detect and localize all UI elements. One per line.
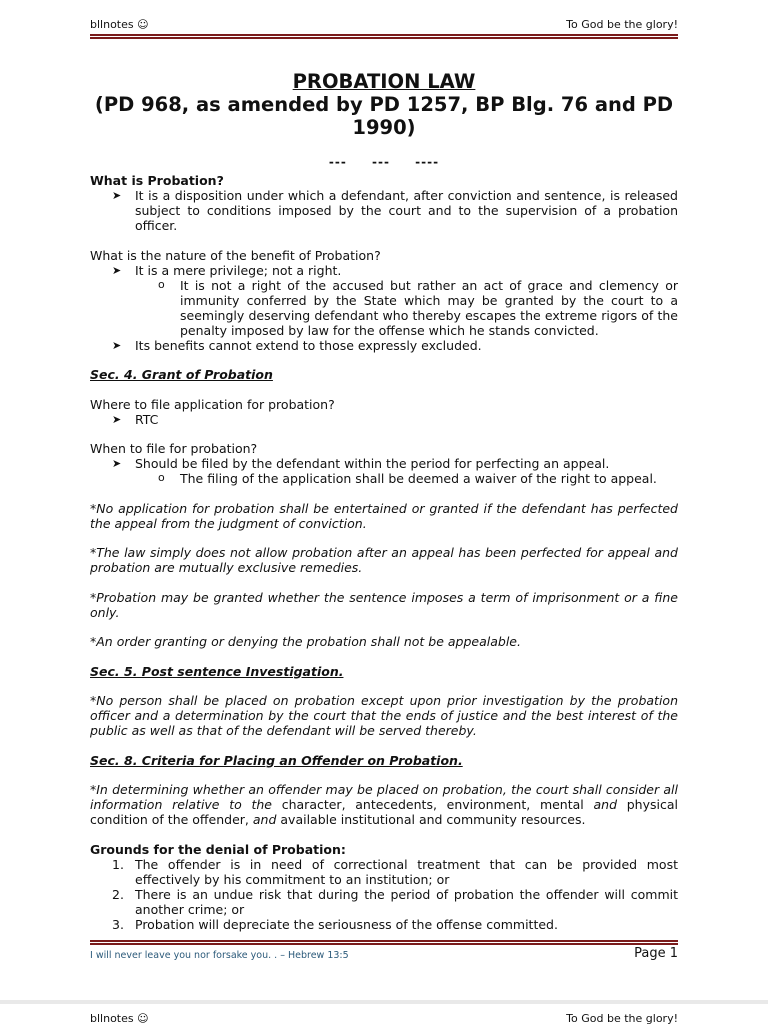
numbered-item (90, 887, 678, 917)
list-item-text: It is not a right of the accused but rather an act of grace and clemency or immunity conferred by the State which may be granted by the court to a seemingly deserving defendant who thereby escapes the extreme rigors of the penalty imposed by law for the offense which he stands convicted. (180, 277, 678, 338)
note: *The law simply does not allow probation after an appeal has been perfected for appeal and probation are mutually exclusive remedies. (90, 545, 678, 575)
list-item (90, 188, 678, 233)
numbered-item (90, 917, 678, 932)
list-item (90, 412, 678, 427)
arrow-bullet-icon: ➤ (112, 457, 122, 470)
section-heading-5: Sec. 5. Post sentence Investigation. (90, 663, 344, 679)
note (90, 782, 678, 827)
footer-rule (90, 940, 678, 945)
list-item-text: It is a mere privilege; not a right. (135, 262, 342, 278)
note-part: available institutional and community resources. (280, 812, 586, 827)
document-title (90, 70, 678, 139)
note: *No person shall be placed on probation except upon prior investigation by the probation officer and a determination by the court that the ends of justice and the best interest of the public as well as that of the defendant will be served thereby. (90, 693, 678, 738)
numbered-item-text: Probation will depreciate the seriousness of the offense committed. (135, 916, 558, 932)
list-item (90, 263, 678, 278)
note-part: character, antecedents, environment, mental (281, 797, 584, 812)
page-number: Page 1 (634, 946, 678, 961)
title-line-1: PROBATION LAW (292, 70, 476, 93)
circle-bullet-icon: o (158, 277, 165, 291)
number-marker: 1. (112, 856, 124, 872)
list-item (90, 338, 678, 353)
note-italic-part: and (252, 812, 277, 827)
dash-1: --- (328, 155, 347, 169)
header-left: bllnotes ☺ (90, 1012, 149, 1025)
question-where: Where to file application for probation? (90, 396, 335, 412)
arrow-bullet-icon: ➤ (112, 412, 122, 426)
footer-quote: I will never leave you nor forsake you. . – Hebrew 13:5 (90, 950, 349, 961)
dash-3: ---- (415, 155, 440, 169)
header-left: bllnotes ☺ (90, 18, 149, 31)
dash-2: --- (372, 155, 390, 169)
numbered-item (90, 857, 678, 887)
numbered-item-text: The offender is in need of correctional treatment that can be provided most effectively by his commitment to an institution; or (135, 856, 678, 887)
number-marker: 3. (112, 916, 124, 932)
list-item-text: RTC (135, 411, 159, 427)
header-right: To God be the glory! (566, 18, 678, 31)
list-item-text: The filing of the application shall be deemed a waiver of the right to appeal. (180, 471, 657, 486)
list-item-text: Should be filed by the defendant within the period for perfecting an appeal. (135, 456, 610, 471)
question-nature: What is the nature of the benefit of Probation? (90, 247, 381, 263)
sub-list-item (90, 278, 678, 338)
list-item-text: Its benefits cannot extend to those expressly excluded. (135, 337, 482, 353)
document-body (90, 173, 678, 932)
note-italic-part: and (593, 797, 618, 812)
note-italic-part: *In determining whether an offender may be placed on probation, the court shall consider all information relative to the (90, 782, 678, 812)
list-item-text: It is a disposition under which a defendant, after conviction and sentence, is released subject to conditions imposed by the court and to the supervision of a probation officer. (135, 188, 678, 233)
question-what-is: What is Probation? (90, 173, 224, 188)
title-line-2: (PD 968, as amended by PD 1257, BP Blg. 76 and PD 1990) (94, 93, 674, 139)
sub-list-item (90, 471, 678, 486)
note: *No application for probation shall be entertained or granted if the defendant has perfected the appeal from the judgment of conviction. (90, 500, 678, 531)
arrow-bullet-icon: ➤ (112, 263, 122, 277)
title-separator (90, 155, 678, 169)
header-rule (90, 34, 678, 39)
note: *Probation may be granted whether the sentence imposes a term of imprisonment or a fine only. (90, 589, 678, 620)
page-header (90, 18, 678, 31)
section-heading-8: Sec. 8. Criteria for Placing an Offender on Probation. (90, 752, 463, 768)
grounds-heading: Grounds for the denial of Probation: (90, 841, 346, 857)
numbered-item-text: There is an undue risk that during the period of probation the offender will commit another crime; or (135, 886, 678, 917)
question-when: When to file for probation? (90, 441, 258, 456)
next-page (0, 1004, 768, 1034)
note-part: physical condition of the offender, (90, 797, 678, 827)
circle-bullet-icon: o (158, 471, 165, 484)
arrow-bullet-icon: ➤ (112, 338, 122, 352)
list-item (90, 456, 678, 471)
note: *An order granting or denying the probation shall not be appealable. (90, 634, 521, 649)
page-2-header (90, 1012, 678, 1025)
arrow-bullet-icon: ➤ (112, 189, 122, 202)
header-right: To God be the glory! (566, 1012, 678, 1025)
number-marker: 2. (112, 886, 124, 902)
section-heading-4: Sec. 4. Grant of Probation (90, 367, 273, 382)
